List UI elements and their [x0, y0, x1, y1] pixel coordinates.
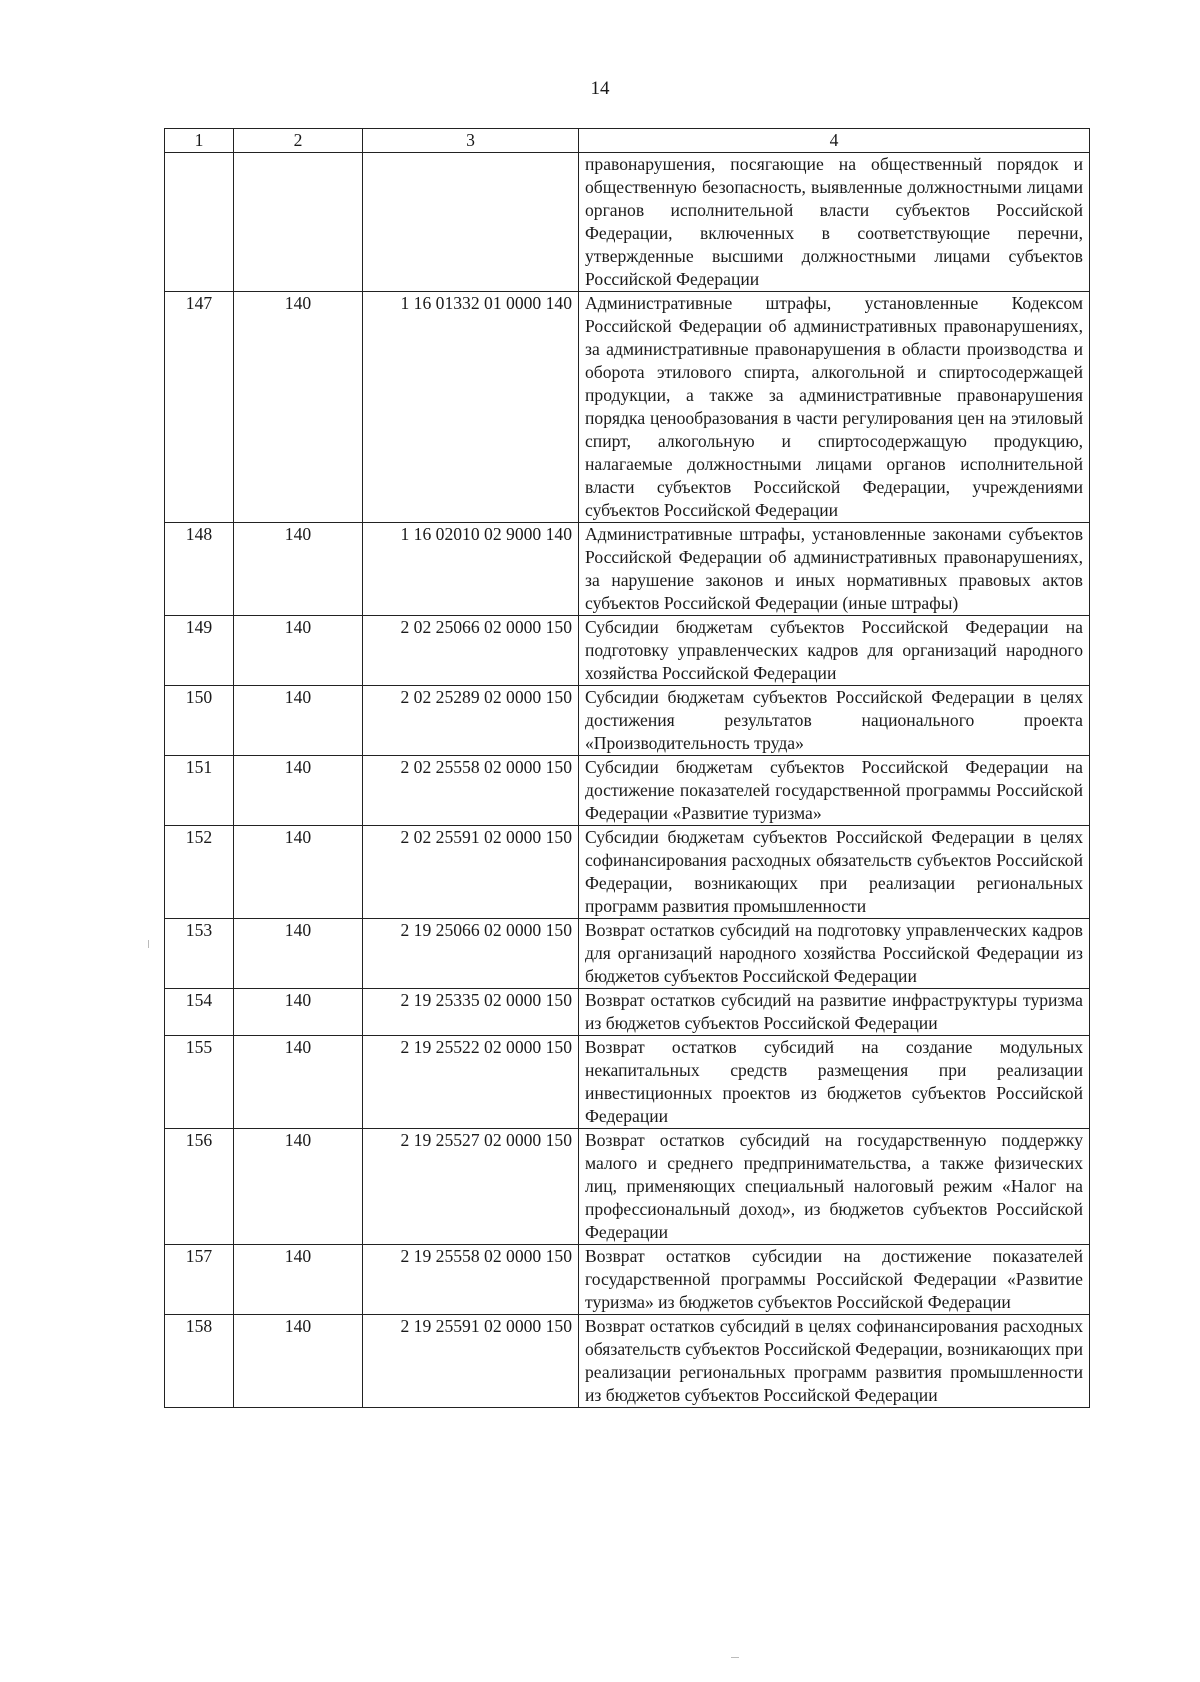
budget-classification-code: 2 19 25335 02 0000 150 — [363, 989, 579, 1036]
admin-code: 140 — [234, 826, 363, 919]
revenue-description: Субсидии бюджетам субъектов Российской Федерации на достижение показателей государственной программы Российской Федерации «Развитие туризма» — [579, 756, 1090, 826]
budget-classification-code: 2 02 25066 02 0000 150 — [363, 616, 579, 686]
table-row — [165, 616, 1090, 686]
row-number: 147 — [165, 292, 234, 523]
admin-code: 140 — [234, 756, 363, 826]
row-number: 153 — [165, 919, 234, 989]
revenue-description: Административные штрафы, установленные законами субъектов Российской Федерации об административных правонарушениях, за нарушение законов и иных нормативных правовых актов субъектов Российской Федерации (иные штрафы) — [579, 523, 1090, 616]
header-col-2: 2 — [234, 129, 363, 153]
scan-artifact — [148, 940, 149, 948]
row-number: 155 — [165, 1036, 234, 1129]
table-row — [165, 523, 1090, 616]
table-row — [165, 826, 1090, 919]
admin-code: 140 — [234, 292, 363, 523]
table-row — [165, 686, 1090, 756]
admin-code: 140 — [234, 616, 363, 686]
page-number: 14 — [590, 78, 610, 99]
revenue-description: Субсидии бюджетам субъектов Российской Федерации в целях достижения результатов национального проекта «Производительность труда» — [579, 686, 1090, 756]
scan-artifact — [731, 1657, 739, 1658]
budget-codes-table — [164, 128, 1090, 1408]
table-row — [165, 919, 1090, 989]
revenue-description: Возврат остатков субсидий в целях софинансирования расходных обязательств субъектов Российской Федерации, возникающих при реализации региональных программ развития промышленности из бюджетов субъектов Российской Федерации — [579, 1315, 1090, 1408]
admin-code: 140 — [234, 523, 363, 616]
admin-code: 140 — [234, 1129, 363, 1245]
continuation-description: правонарушения, посягающие на общественный порядок и общественную безопасность, выявленные должностными лицами органов исполнительной власти субъектов Российской Федерации, включенных в соответствующие перечни, утвержденные высшими должностными лицами субъектов Российской Федерации — [579, 153, 1090, 292]
budget-classification-code: 2 02 25558 02 0000 150 — [363, 756, 579, 826]
budget-classification-code: 2 19 25066 02 0000 150 — [363, 919, 579, 989]
revenue-description: Субсидии бюджетам субъектов Российской Федерации на подготовку управленческих кадров для организаций народного хозяйства Российской Федерации — [579, 616, 1090, 686]
admin-code: 140 — [234, 1315, 363, 1408]
continuation-num-cell — [165, 153, 234, 292]
table-row — [165, 1315, 1090, 1408]
budget-classification-code: 2 02 25591 02 0000 150 — [363, 826, 579, 919]
table-row — [165, 989, 1090, 1036]
table-row — [165, 1036, 1090, 1129]
row-number: 152 — [165, 826, 234, 919]
revenue-description: Возврат остатков субсидии на достижение показателей государственной программы Российской Федерации «Развитие туризма» из бюджетов субъектов Российской Федерации — [579, 1245, 1090, 1315]
table-row — [165, 292, 1090, 523]
revenue-description: Административные штрафы, установленные Кодексом Российской Федерации об административных правонарушениях, за административные правонарушения в области производства и оборота этилового спирта, алкогольной и спиртосодержащей продукции, а также за административные правонарушения порядка ценообразования в части регулирования цен на этиловый спирт, алкогольную и спиртосодержащую продукцию, налагаемые должностными лицами органов исполнительной власти субъектов Российской Федерации, учреждениями субъектов Российской Федерации — [579, 292, 1090, 523]
table-row — [165, 1245, 1090, 1315]
header-col-3: 3 — [363, 129, 579, 153]
revenue-description: Возврат остатков субсидий на развитие инфраструктуры туризма из бюджетов субъектов Российской Федерации — [579, 989, 1090, 1036]
table-header-row — [165, 129, 1090, 153]
revenue-description: Субсидии бюджетам субъектов Российской Федерации в целях софинансирования расходных обязательств субъектов Российской Федерации, возникающих при реализации региональных программ развития промышленности — [579, 826, 1090, 919]
row-number: 154 — [165, 989, 234, 1036]
admin-code: 140 — [234, 1036, 363, 1129]
table-row — [165, 756, 1090, 826]
row-number: 150 — [165, 686, 234, 756]
budget-classification-code: 2 19 25558 02 0000 150 — [363, 1245, 579, 1315]
row-number: 148 — [165, 523, 234, 616]
table-row — [165, 1129, 1090, 1245]
budget-classification-code: 2 19 25527 02 0000 150 — [363, 1129, 579, 1245]
admin-code: 140 — [234, 919, 363, 989]
continuation-admin-cell — [234, 153, 363, 292]
budget-classification-code: 2 19 25591 02 0000 150 — [363, 1315, 579, 1408]
budget-classification-code: 2 19 25522 02 0000 150 — [363, 1036, 579, 1129]
continuation-code-cell — [363, 153, 579, 292]
row-number: 151 — [165, 756, 234, 826]
budget-classification-code: 2 02 25289 02 0000 150 — [363, 686, 579, 756]
header-col-4: 4 — [579, 129, 1090, 153]
header-col-1: 1 — [165, 129, 234, 153]
table-row-continuation — [165, 153, 1090, 292]
revenue-description: Возврат остатков субсидий на создание модульных некапитальных средств размещения при реализации инвестиционных проектов из бюджетов субъектов Российской Федерации — [579, 1036, 1090, 1129]
row-number: 158 — [165, 1315, 234, 1408]
row-number: 149 — [165, 616, 234, 686]
row-number: 157 — [165, 1245, 234, 1315]
budget-classification-code: 1 16 01332 01 0000 140 — [363, 292, 579, 523]
admin-code: 140 — [234, 1245, 363, 1315]
admin-code: 140 — [234, 989, 363, 1036]
row-number: 156 — [165, 1129, 234, 1245]
revenue-description: Возврат остатков субсидий на подготовку управленческих кадров для организаций народного хозяйства Российской Федерации из бюджетов субъектов Российской Федерации — [579, 919, 1090, 989]
revenue-description: Возврат остатков субсидий на государственную поддержку малого и среднего предпринимательства, а также физических лиц, применяющих специальный налоговый режим «Налог на профессиональный доход», из бюджетов субъектов Российской Федерации — [579, 1129, 1090, 1245]
admin-code: 140 — [234, 686, 363, 756]
budget-classification-code: 1 16 02010 02 9000 140 — [363, 523, 579, 616]
